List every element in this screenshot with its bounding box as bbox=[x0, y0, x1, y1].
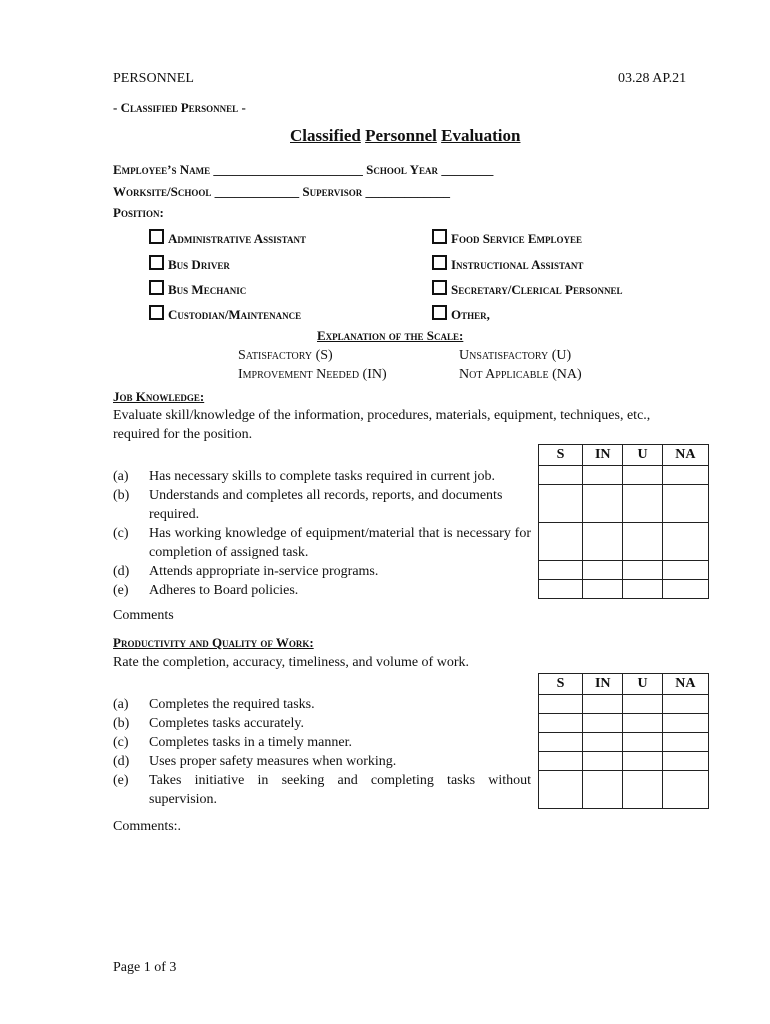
rating-cell[interactable] bbox=[662, 561, 708, 580]
rating-cell[interactable] bbox=[662, 752, 708, 771]
rating-row-b bbox=[539, 485, 709, 523]
item-label: (a) bbox=[113, 697, 129, 712]
rating-cell[interactable] bbox=[539, 695, 583, 714]
rating-cell[interactable] bbox=[623, 485, 662, 523]
scale-title: Explanation of the Scale: bbox=[317, 328, 464, 343]
supervisor-field[interactable]: _____________ bbox=[365, 184, 451, 199]
employee-name-label: Employee’s Name bbox=[113, 162, 211, 177]
rating-header-u: U bbox=[623, 445, 662, 466]
rating-cell[interactable] bbox=[583, 523, 623, 561]
list-item bbox=[113, 562, 531, 581]
option-label: Custodian/Maintenance bbox=[168, 307, 302, 322]
rating-row-a bbox=[539, 466, 709, 485]
rating-cell[interactable] bbox=[623, 523, 662, 561]
option-label: Food Service Employee bbox=[451, 231, 583, 246]
item-label: (b) bbox=[113, 716, 130, 731]
item-text: Has working knowledge of equipment/material that is necessary for completion of assigned task. bbox=[149, 526, 531, 560]
page-number: Page 1 of 3 bbox=[113, 960, 177, 975]
section-subtitle: - Classified Personnel - bbox=[113, 100, 246, 115]
checkbox[interactable] bbox=[149, 305, 164, 320]
rating-header-na: NA bbox=[662, 674, 708, 695]
rating-cell[interactable] bbox=[662, 771, 708, 809]
option-label: Administrative Assistant bbox=[168, 231, 307, 246]
rating-cell[interactable] bbox=[539, 714, 583, 733]
option-label: Bus Driver bbox=[168, 257, 230, 272]
item-label: (b) bbox=[113, 488, 130, 503]
rating-cell[interactable] bbox=[662, 485, 708, 523]
school-year-label: School Year bbox=[366, 162, 439, 177]
position-option-secretary-clerical[interactable] bbox=[432, 280, 622, 298]
item-text: Takes initiative in seeking and completing tasks without supervision. bbox=[149, 773, 531, 807]
item-text: Completes tasks accurately. bbox=[149, 716, 304, 731]
rating-cell[interactable] bbox=[662, 523, 708, 561]
position-option-admin-assistant[interactable] bbox=[149, 229, 306, 247]
scale-unsatisfactory: Unsatisfactory (U) bbox=[459, 348, 572, 363]
rating-cell[interactable] bbox=[662, 714, 708, 733]
item-text: Attends appropriate in-service programs. bbox=[149, 564, 379, 579]
rating-cell[interactable] bbox=[623, 580, 662, 599]
option-label: Secretary/Clerical Personnel bbox=[451, 282, 623, 297]
item-label: (c) bbox=[113, 735, 129, 750]
checkbox[interactable] bbox=[149, 229, 164, 244]
scale-satisfactory: Satisfactory (S) bbox=[238, 348, 333, 363]
position-option-bus-driver[interactable] bbox=[149, 255, 230, 273]
list-item bbox=[113, 581, 531, 600]
supervisor-label: Supervisor bbox=[302, 184, 363, 199]
scale-improvement-needed: Improvement Needed (IN) bbox=[238, 367, 387, 382]
item-label: (a) bbox=[113, 469, 129, 484]
option-label: Instructional Assistant bbox=[451, 257, 584, 272]
title-word-3: Evaluation bbox=[441, 126, 521, 145]
school-year-field[interactable]: ________ bbox=[441, 162, 494, 177]
rating-cell[interactable] bbox=[539, 523, 583, 561]
position-option-bus-mechanic[interactable] bbox=[149, 280, 246, 298]
rating-cell[interactable] bbox=[662, 466, 708, 485]
rating-cell[interactable] bbox=[623, 561, 662, 580]
page-title bbox=[290, 126, 520, 146]
worksite-field[interactable]: _____________ bbox=[214, 184, 300, 199]
rating-row-d bbox=[539, 752, 709, 771]
productivity-rating-table bbox=[538, 673, 709, 809]
item-label: (e) bbox=[113, 583, 129, 598]
rating-cell[interactable] bbox=[583, 714, 623, 733]
rating-cell[interactable] bbox=[539, 580, 583, 599]
position-label: Position: bbox=[113, 205, 164, 220]
item-text: Uses proper safety measures when working. bbox=[149, 754, 397, 769]
item-label: (d) bbox=[113, 564, 130, 579]
rating-cell[interactable] bbox=[583, 580, 623, 599]
rating-row-e bbox=[539, 771, 709, 809]
rating-row-e bbox=[539, 580, 709, 599]
checkbox[interactable] bbox=[149, 255, 164, 270]
checkbox[interactable] bbox=[432, 280, 447, 295]
rating-cell[interactable] bbox=[539, 771, 583, 809]
item-text: Adheres to Board policies. bbox=[149, 583, 299, 598]
item-text: Completes tasks in a timely manner. bbox=[149, 735, 352, 750]
header-policy-number: 03.28 AP.21 bbox=[618, 71, 687, 86]
rating-cell[interactable] bbox=[583, 752, 623, 771]
employee-name-field[interactable]: _______________________ bbox=[213, 162, 363, 177]
item-label: (e) bbox=[113, 773, 129, 788]
rating-row-a bbox=[539, 695, 709, 714]
job-knowledge-description-2: required for the position. bbox=[113, 427, 253, 442]
rating-cell[interactable] bbox=[662, 695, 708, 714]
list-item bbox=[113, 771, 531, 809]
option-label: Other, bbox=[451, 307, 490, 322]
item-label: (c) bbox=[113, 526, 129, 541]
rating-header-u: U bbox=[623, 674, 662, 695]
rating-header-in: IN bbox=[583, 445, 623, 466]
rating-cell[interactable] bbox=[539, 561, 583, 580]
rating-row-d bbox=[539, 561, 709, 580]
rating-row-b bbox=[539, 714, 709, 733]
rating-header-na: NA bbox=[662, 445, 708, 466]
rating-cell[interactable] bbox=[539, 752, 583, 771]
list-item bbox=[113, 467, 531, 486]
rating-cell[interactable] bbox=[623, 466, 662, 485]
rating-cell[interactable] bbox=[539, 466, 583, 485]
title-word-1: Classified bbox=[290, 126, 361, 145]
rating-cell[interactable] bbox=[583, 485, 623, 523]
checkbox[interactable] bbox=[432, 229, 447, 244]
job-knowledge-rating-table bbox=[538, 444, 709, 599]
item-label: (d) bbox=[113, 754, 130, 769]
rating-header-in: IN bbox=[583, 674, 623, 695]
job-knowledge-description-1: Evaluate skill/knowledge of the information, procedures, materials, equipment, techniques, etc., bbox=[113, 408, 651, 423]
item-text: Completes the required tasks. bbox=[149, 697, 315, 712]
rating-cell[interactable] bbox=[539, 733, 583, 752]
rating-cell[interactable] bbox=[623, 733, 662, 752]
rating-cell[interactable] bbox=[662, 580, 708, 599]
position-option-other[interactable] bbox=[432, 305, 490, 323]
item-text: Understands and completes all records, reports, and documents required. bbox=[149, 488, 503, 522]
rating-cell[interactable] bbox=[623, 714, 662, 733]
rating-cell[interactable] bbox=[583, 771, 623, 809]
worksite-row bbox=[113, 184, 450, 200]
position-option-custodian[interactable] bbox=[149, 305, 301, 323]
rating-cell[interactable] bbox=[623, 771, 662, 809]
rating-header-s: S bbox=[539, 445, 583, 466]
rating-cell[interactable] bbox=[623, 695, 662, 714]
productivity-comments-label: Comments:. bbox=[113, 819, 182, 834]
rating-cell[interactable] bbox=[583, 695, 623, 714]
productivity-description: Rate the completion, accuracy, timeliness, and volume of work. bbox=[113, 655, 469, 670]
list-item bbox=[113, 752, 531, 771]
rating-cell[interactable] bbox=[583, 561, 623, 580]
rating-cell[interactable] bbox=[623, 752, 662, 771]
employee-name-row bbox=[113, 162, 493, 178]
header-left: PERSONNEL bbox=[113, 71, 194, 86]
productivity-heading: Productivity and Quality of Work: bbox=[113, 635, 314, 650]
job-knowledge-comments-label: Comments bbox=[113, 608, 174, 623]
worksite-label: Worksite/School bbox=[113, 184, 212, 199]
rating-cell[interactable] bbox=[583, 733, 623, 752]
scale-not-applicable: Not Applicable (NA) bbox=[459, 367, 582, 382]
checkbox[interactable] bbox=[149, 280, 164, 295]
list-item bbox=[113, 695, 531, 714]
list-item bbox=[113, 486, 531, 524]
checkbox[interactable] bbox=[432, 305, 447, 320]
checkbox[interactable] bbox=[432, 255, 447, 270]
rating-row-c bbox=[539, 733, 709, 752]
list-item bbox=[113, 733, 531, 752]
position-option-food-service[interactable] bbox=[432, 229, 582, 247]
position-option-instructional-assistant[interactable] bbox=[432, 255, 583, 273]
list-item bbox=[113, 524, 531, 562]
rating-cell[interactable] bbox=[583, 466, 623, 485]
list-item bbox=[113, 714, 531, 733]
rating-cell[interactable] bbox=[662, 733, 708, 752]
title-word-2: Personnel bbox=[365, 126, 437, 145]
option-label: Bus Mechanic bbox=[168, 282, 247, 297]
rating-row-c bbox=[539, 523, 709, 561]
item-text: Has necessary skills to complete tasks required in current job. bbox=[149, 469, 496, 484]
rating-cell[interactable] bbox=[539, 485, 583, 523]
rating-header-s: S bbox=[539, 674, 583, 695]
job-knowledge-heading: Job Knowledge: bbox=[113, 389, 205, 404]
